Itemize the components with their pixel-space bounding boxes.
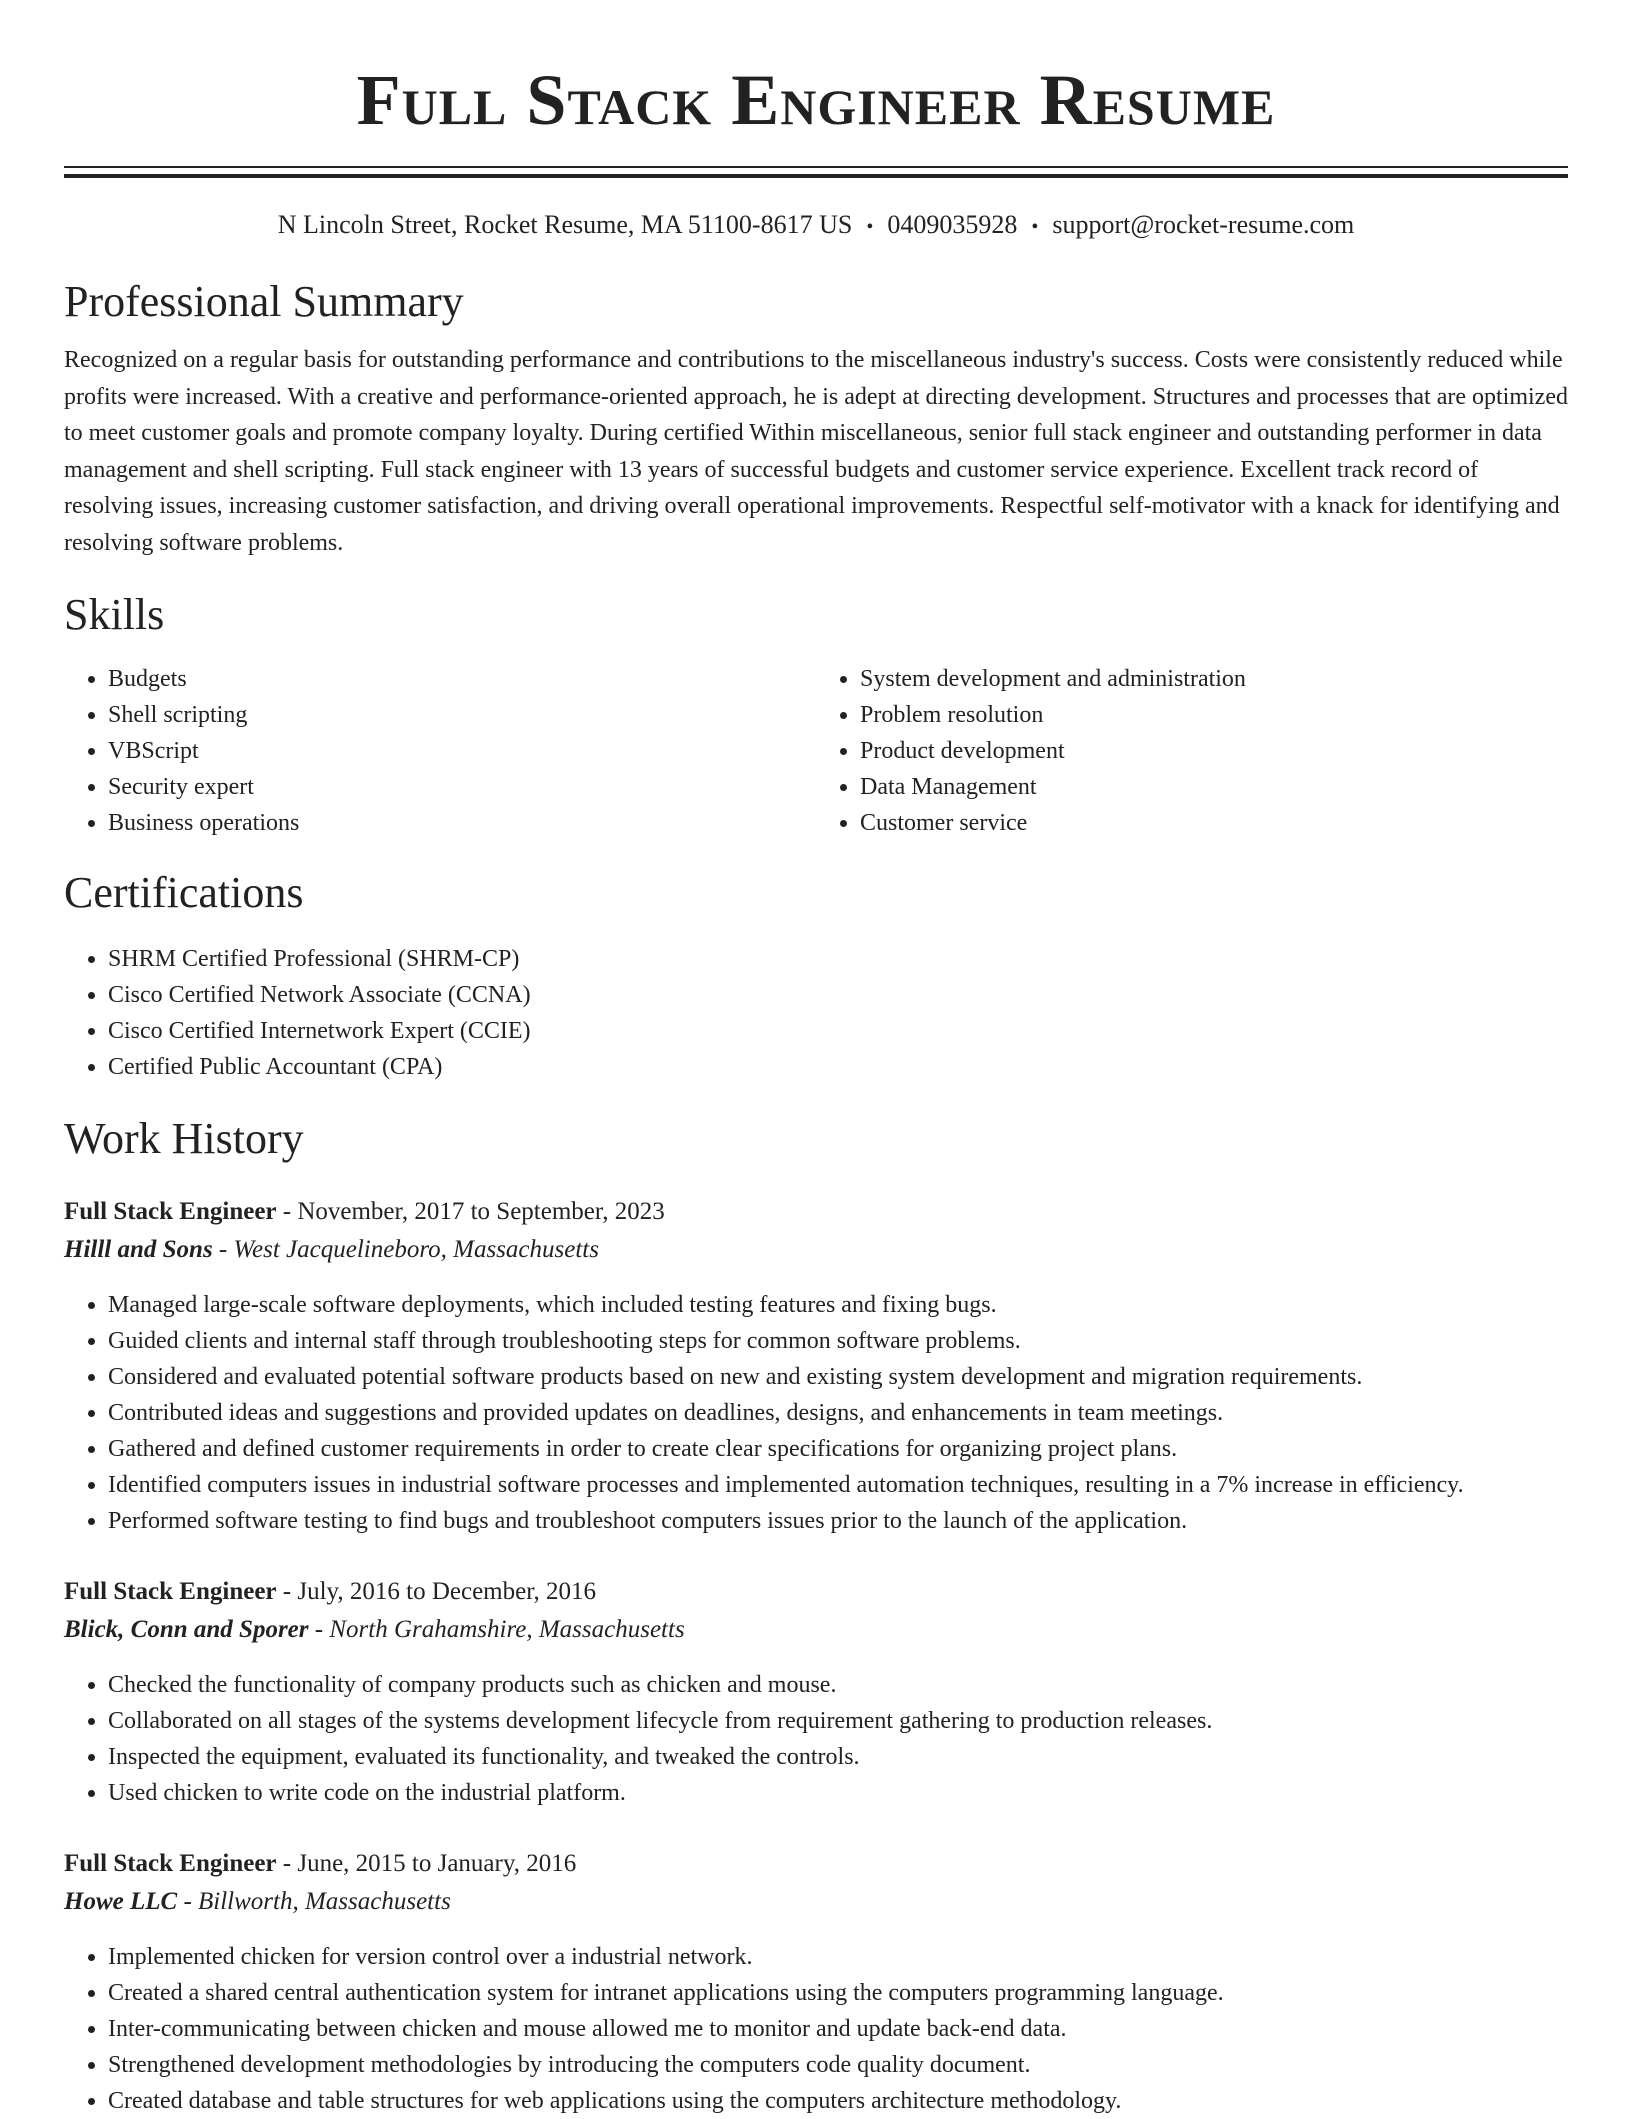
skills-heading: Skills [64, 590, 165, 639]
job-bullet: • Used chicken to write code on the industrial platform. [108, 1775, 1568, 1811]
job-title: Full Stack Engineer [64, 1850, 277, 1877]
job-bullet-list [64, 1667, 1568, 1811]
job-bullet-list [64, 1939, 1568, 2119]
skill-item: • Product development [860, 733, 1568, 769]
summary-heading: Professional Summary [64, 277, 464, 326]
certification-item: • Certified Public Accountant (CPA) [108, 1049, 1568, 1085]
job-header [64, 1573, 1568, 1611]
job-employer [64, 1231, 1568, 1269]
skill-item: • Security expert [108, 769, 816, 805]
resume-page [64, 0, 1568, 2119]
job-bullet: • Performed software testing to find bugs and troubleshoot computers issues prior to the launch of the application. [108, 1503, 1568, 1539]
job-location: - West Jacquelineboro, Massachusetts [212, 1236, 599, 1263]
contact-separator: • [866, 216, 874, 238]
certification-item: • SHRM Certified Professional (SHRM-CP) [108, 941, 1568, 977]
job-bullet: • Created a shared central authentication system for intranet applications using the computers programming language. [108, 1975, 1568, 2011]
job-header [64, 1193, 1568, 1231]
job-bullet-list [64, 1287, 1568, 1539]
job-location: - North Grahamshire, Massachusetts [308, 1616, 685, 1643]
job-title: Full Stack Engineer [64, 1578, 277, 1605]
skill-item: • Business operations [108, 805, 816, 841]
job-dates: - November, 2017 to September, 2023 [276, 1198, 665, 1225]
job-company: Hilll and Sons [64, 1236, 213, 1263]
job-location: - Billworth, Massachusetts [177, 1888, 451, 1915]
job-bullet: • Inspected the equipment, evaluated its functionality, and tweaked the controls. [108, 1739, 1568, 1775]
job-bullet: • Checked the functionality of company products such as chicken and mouse. [108, 1667, 1568, 1703]
job-bullet: • Guided clients and internal staff through troubleshooting steps for common software problems. [108, 1323, 1568, 1359]
skill-item: • VBScript [108, 733, 816, 769]
job-dates: - July, 2016 to December, 2016 [276, 1578, 597, 1605]
job-bullet: • Gathered and defined customer requirements in order to create clear specifications for organizing project plans. [108, 1431, 1568, 1467]
job-employer [64, 1883, 1568, 1921]
skill-item: • Customer service [860, 805, 1568, 841]
job-bullet: • Created database and table structures for web applications using the computers architecture methodology. [108, 2083, 1568, 2119]
contact-line [64, 208, 1568, 244]
job-bullet: • Managed large-scale software deployments, which included testing features and fixing bugs. [108, 1287, 1568, 1323]
contact-address: N Lincoln Street, Rocket Resume, MA 51100-8617 US [277, 210, 853, 239]
skill-item: • System development and administration [860, 661, 1568, 697]
job-bullet: • Inter-communicating between chicken and mouse allowed me to monitor and update back-end data. [108, 2011, 1568, 2047]
job-employer [64, 1611, 1568, 1649]
title-rule-thin [64, 166, 1568, 168]
certifications-heading: Certifications [64, 868, 304, 917]
job-bullet: • Collaborated on all stages of the systems development lifecycle from requirement gathering to production releases. [108, 1703, 1568, 1739]
certification-item: • Cisco Certified Internetwork Expert (CCIE) [108, 1013, 1568, 1049]
skill-item: • Data Management [860, 769, 1568, 805]
job-company: Howe LLC [64, 1888, 178, 1915]
resume-title: Full Stack Engineer Resume [356, 60, 1276, 140]
job-dates: - June, 2015 to January, 2016 [276, 1850, 577, 1877]
job-bullet: • Identified computers issues in industrial software processes and implemented automation techniques, resulting in a 7% increase in efficiency. [108, 1467, 1568, 1503]
skills-list-left [64, 661, 816, 841]
contact-separator: • [1031, 216, 1039, 238]
job-header [64, 1845, 1568, 1883]
job-bullet: • Strengthened development methodologies by introducing the computers code quality document. [108, 2047, 1568, 2083]
summary-text: Recognized on a regular basis for outstanding performance and contributions to the miscellaneous industry's success. Costs were consistently reduced while profits were increased. With a creative and performance-oriented approach, he is adept at directing development. Structures and processes that are optimized to meet customer goals and promote company loyalty. During certified Within miscellaneous, senior full stack engineer and outstanding performer in data management and shell scripting. Full stack engineer with 13 years of successful budgets and customer service experience. Excellent track record of resolving issues, increasing customer satisfaction, and driving overall operational improvements. Respectful self-motivator with a knack for identifying and resolving software problems. [64, 347, 1568, 556]
title-rule-thick [64, 174, 1568, 178]
certification-item: • Cisco Certified Network Associate (CCNA) [108, 977, 1568, 1013]
skill-item: • Problem resolution [860, 697, 1568, 733]
contact-phone: 0409035928 [887, 210, 1018, 239]
certifications-list [64, 941, 1568, 1085]
job-company: Blick, Conn and Sporer [64, 1616, 309, 1643]
skills-columns [64, 661, 1568, 841]
skill-item: • Shell scripting [108, 697, 816, 733]
skills-list-right [816, 661, 1568, 841]
job-bullet: • Contributed ideas and suggestions and provided updates on deadlines, designs, and enhancements in team meetings. [108, 1395, 1568, 1431]
skill-item: • Budgets [108, 661, 816, 697]
work-history-heading: Work History [64, 1114, 304, 1163]
job-bullet: • Implemented chicken for version control over a industrial network. [108, 1939, 1568, 1975]
job-bullet: • Considered and evaluated potential software products based on new and existing system development and migration requirements. [108, 1359, 1568, 1395]
job-title: Full Stack Engineer [64, 1198, 277, 1225]
contact-email: support@rocket-resume.com [1052, 210, 1355, 239]
